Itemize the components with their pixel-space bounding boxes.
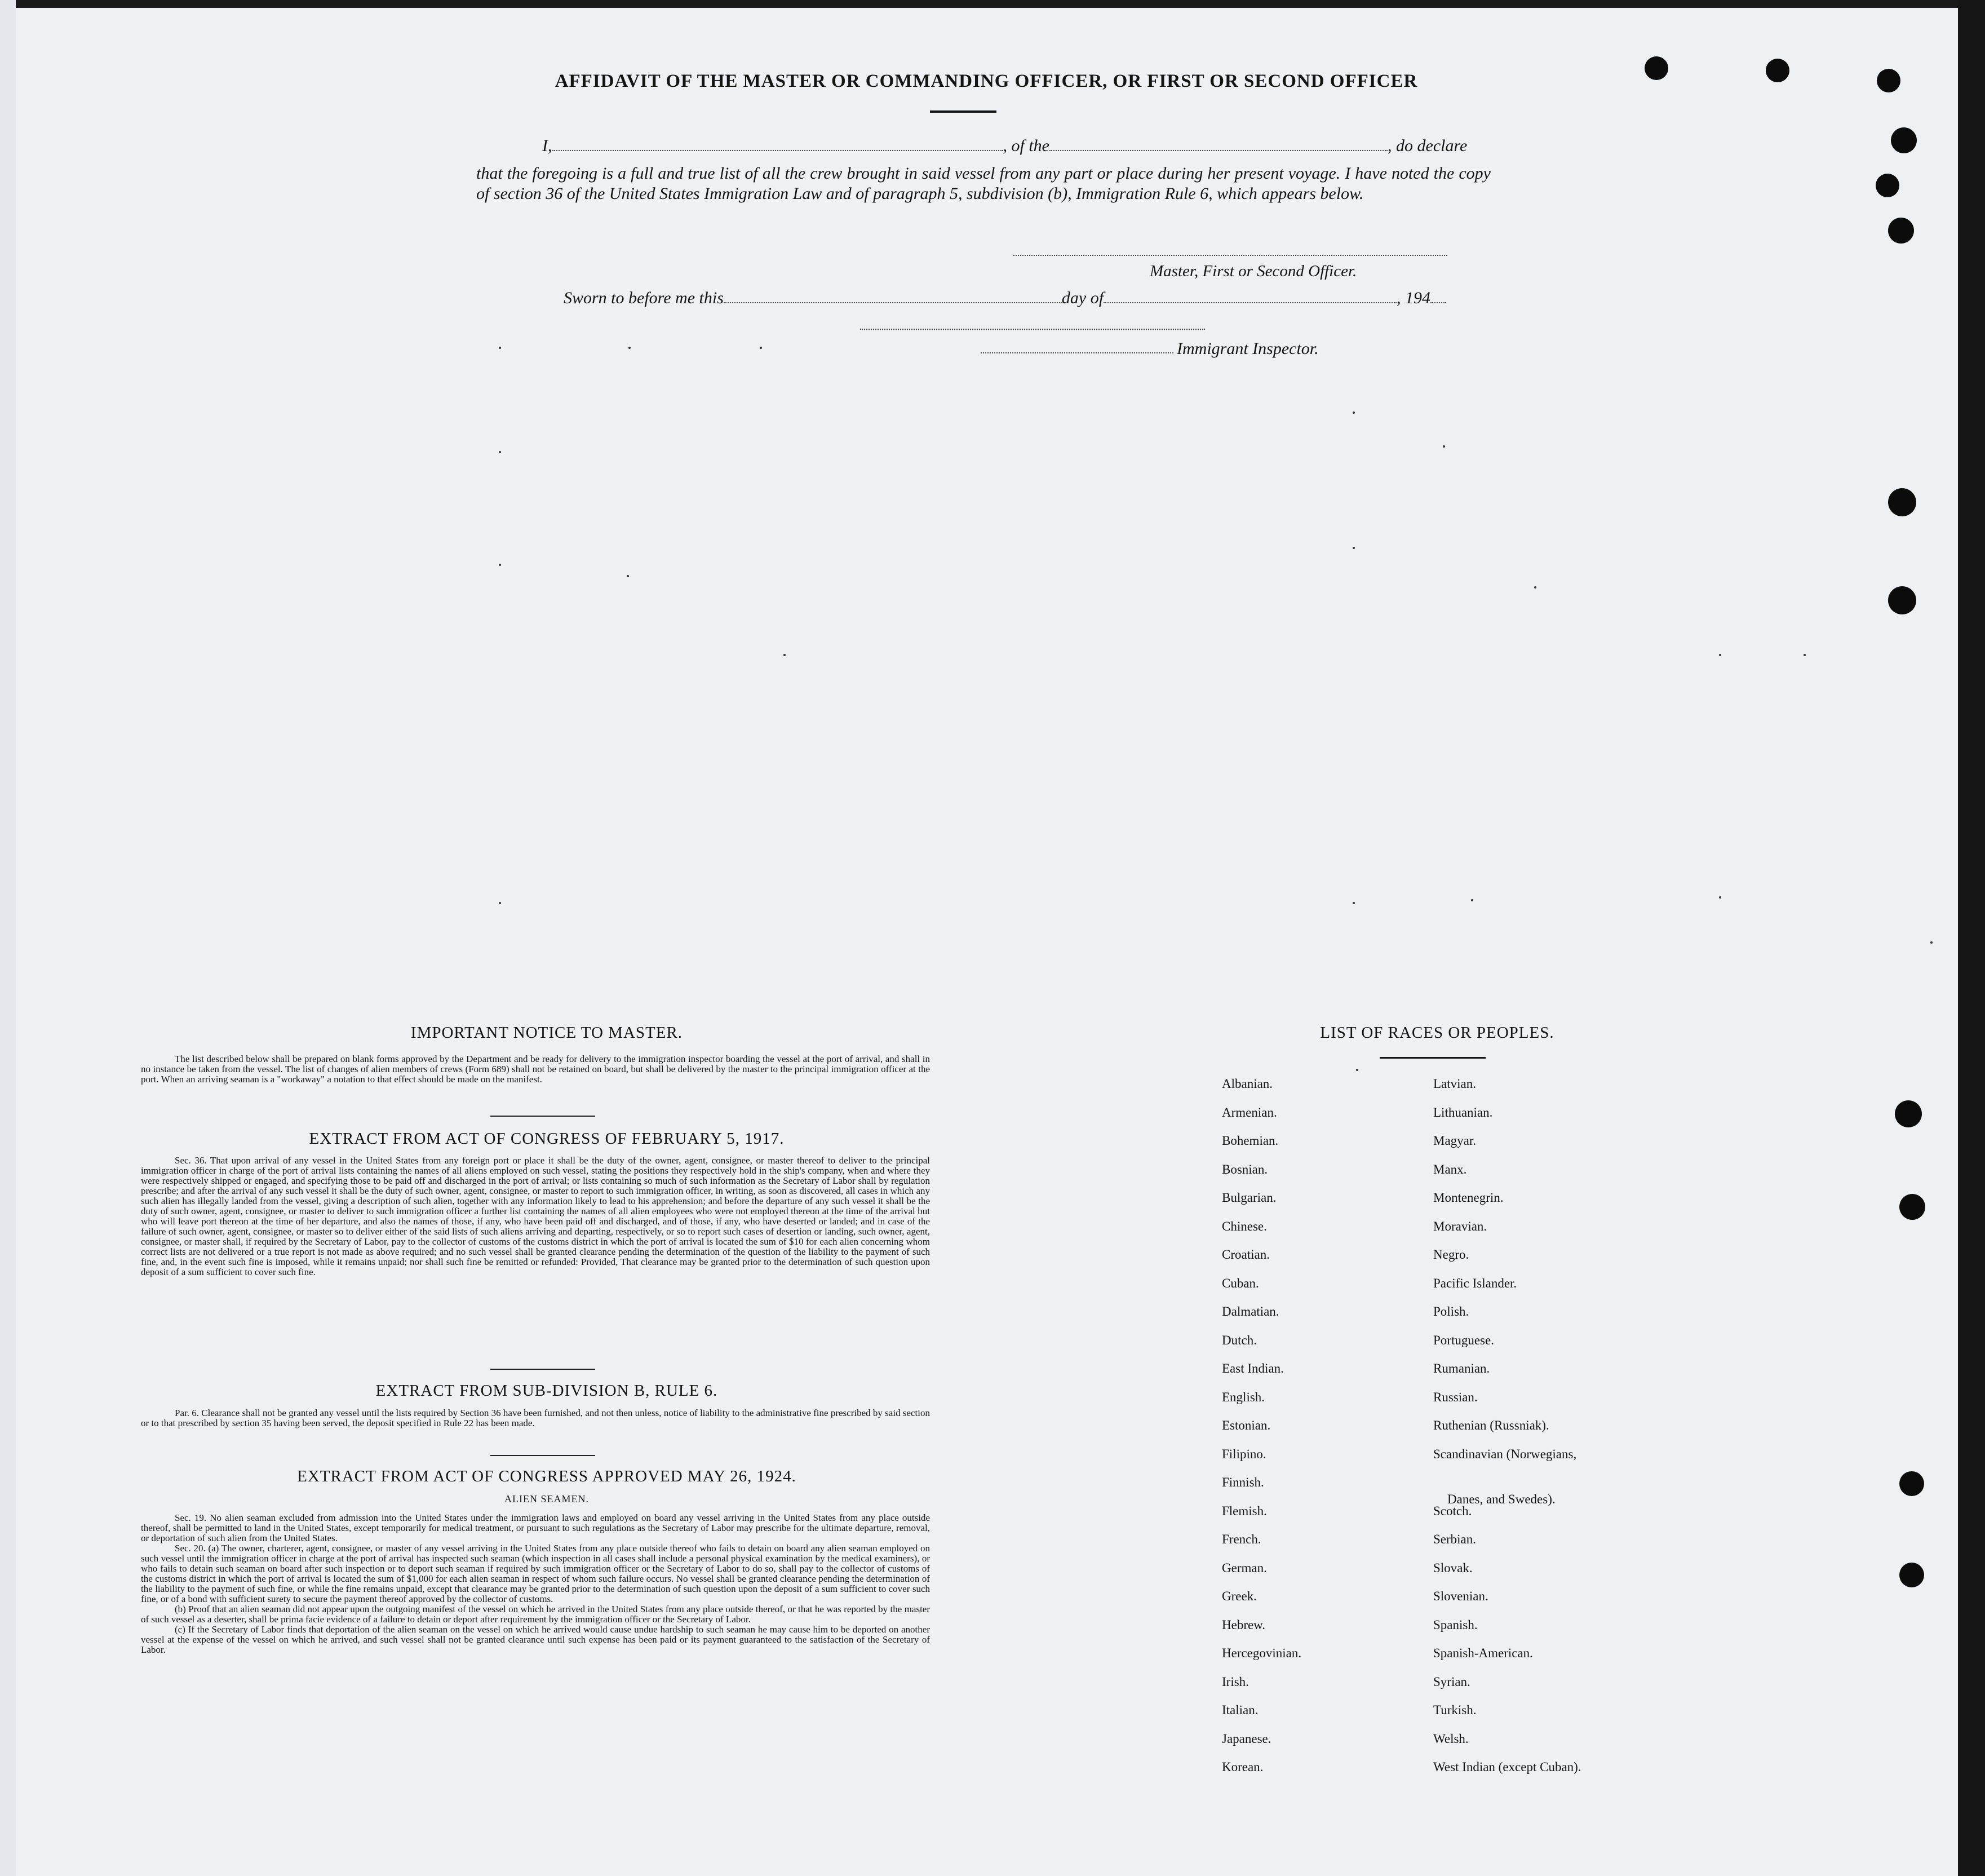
race-item: Finnish. [1222,1475,1264,1489]
day-blank [724,302,1062,303]
scan-speck [499,564,501,566]
rule-6-text [141,1408,930,1428]
notice-title: IMPORTANT NOTICE TO MASTER. [410,1024,683,1042]
race-item: Negro. [1433,1247,1469,1262]
punch-hole [1876,174,1899,197]
section-20b-paragraph: (b) Proof that an alien seaman did not appear upon the outgoing manifest of the vessel on which he arrived in the United States from any place outside thereof, or that he was reported by the master of such vessel as a deserter, shall be prima facie evidence of a failure to detain or deport after requirement by the immigration officer or the Secretary of Labor. [141,1604,930,1625]
race-item: Spanish-American. [1433,1646,1533,1660]
affidavit-paragraph: that the foregoing is a full and true list of all the crew brought in said vessel from any part or place during her present voyage. I have noted the copy of section 36 of the United States Immigration Law and of paragraph 5, subdivision (b), Immigration Rule 6, which appears below. [476,164,1491,203]
race-item: Latvian. [1433,1077,1476,1091]
title-rule [930,110,996,113]
divider [490,1116,595,1117]
year-blank [1430,302,1446,303]
scan-speck [1471,899,1473,901]
race-item: Lithuanian. [1433,1105,1493,1120]
race-item: Serbian. [1433,1532,1477,1546]
scan-speck [1353,547,1355,549]
scan-speck [1719,654,1721,656]
punch-hole [1888,488,1916,516]
race-item-continued: Danes, and Swedes). [1447,1492,1556,1506]
day-of-text: day of [1061,289,1104,307]
extract-1924-title: EXTRACT FROM ACT OF CONGRESS APPROVED MAY 26, 1924. [297,1467,796,1485]
of-the-text: , of the [1003,136,1049,155]
race-item: Bulgarian. [1222,1191,1277,1205]
scan-speck [1719,896,1721,899]
race-item: Cuban. [1222,1276,1259,1290]
race-item: German. [1222,1560,1267,1575]
alien-seamen-subtitle: ALIEN SEAMEN. [504,1493,589,1505]
section-36-paragraph: Sec. 36. That upon arrival of any vessel in the United States from any foreign port or place it shall be the duty of the owner, agent, consignee, or master thereof to deliver to the principal immigration officer in charge of the port of arrival lists containing the names of all aliens employed on such vessel, stating the positions they respectively hold in the ship's company, when and where they were respectively shipped or engaged, and specifying those to be paid off and discharged in the port of arrival; or lists containing so much of such information as the Secretary of Labor shall by regulation prescribe; and after the arrival of any such vessel it shall be the duty of such owner, agent, consignee, or master to report to such immigration officer, in writing, as soon as discovered, all cases in which any such alien has illegally landed from the vessel, giving a description of such alien, together with any information likely to lead to his apprehension; and before the departure of any such vessel it shall be the duty of such owner, agent, consignee, or master to deliver to such immigration officer a further list containing the names of all alien employees who were not employed thereon at the time of the arrival but who will leave port thereon at the time of her departure, and also the names of those, if any, who have been paid off and discharged, and of those, if any, who have deserted or landed; and in case of the failure of such owner, agent, consignee, or master so to deliver either of the said lists of such aliens arriving and departing, respectively, or so to report such cases of desertion or landing, such owner, agent, consignee, or master shall, if required by the Secretary of Labor, pay to the collector of customs of the customs district in which the port of arrival is located the sum of $10 for each alien concerning whom correct lists are not delivered or a true report is not made as above required; and no such vessel shall be granted clearance pending the determination of the question of the liability to the payment of such fine, and, in the event such fine is imposed, while it remains unpaid; nor shall such fine be remitted or refunded: Provided, That clearance may be granted prior to the determination of such question upon deposit of a sum sufficient to cover such fine. [141,1155,930,1277]
scan-left-edge [0,0,16,1876]
punch-hole [1766,59,1789,82]
race-item: Russian. [1433,1390,1478,1404]
race-item: Slovak. [1433,1560,1473,1575]
scan-speck [499,451,501,453]
declare-text: , do declare [1388,136,1468,155]
inspector-upper-line [860,329,1205,330]
punch-hole [1899,1194,1925,1220]
punch-hole [1891,127,1917,153]
race-item: Slovenian. [1433,1589,1488,1603]
signature-label: Master, First or Second Officer. [1150,262,1357,280]
scan-speck [499,347,501,349]
scan-top-edge [0,0,1985,8]
race-item: Manx. [1433,1162,1467,1176]
affidavit-title: AFFIDAVIT OF THE MASTER OR COMMANDING OFFICER, OR FIRST OR SECOND OFFICER [555,71,1418,91]
race-item: Portuguese. [1433,1333,1494,1347]
race-item: West Indian (except Cuban). [1433,1760,1581,1774]
notice-text [141,1054,930,1085]
divider [490,1455,595,1456]
race-item: Ruthenian (Russniak). [1433,1418,1549,1432]
punch-hole [1899,1563,1924,1587]
race-item: Korean. [1222,1760,1264,1774]
race-item: Dutch. [1222,1333,1257,1347]
section-19-paragraph: Sec. 19. No alien seaman excluded from admission into the United States under the immigration laws and employed on board any vessel arriving in the United States from any place outside thereof, shall be permitted to land in the United States, except temporarily for medical treatment, or pursuant to such regulations as the Secretary of Labor may prescribe for the ultimate departure, removal, or deportation of such alien from the United States. [141,1512,930,1543]
race-item: Armenian. [1222,1105,1277,1120]
scan-speck [1534,586,1536,589]
extract-1917-text [141,1156,930,1277]
race-item: Magyar. [1433,1134,1477,1148]
scan-speck [627,575,629,577]
race-item: Estonian. [1222,1418,1271,1432]
declarant-prefix: I, [542,136,552,155]
race-item: Dalmatian. [1222,1304,1279,1318]
scan-speck [1356,1069,1358,1071]
rule-6-title: EXTRACT FROM SUB-DIVISION B, RULE 6. [375,1382,718,1400]
scan-speck [760,347,762,349]
year-text: , 194 [1397,289,1431,307]
scan-speck [1353,412,1355,414]
race-item: Chinese. [1222,1219,1267,1233]
race-item: Italian. [1222,1703,1259,1717]
punch-hole [1899,1471,1924,1496]
race-item: French. [1222,1532,1261,1546]
race-item: Hebrew. [1222,1617,1266,1632]
race-item: Rumanian. [1433,1361,1490,1375]
declaration-line [542,136,1467,156]
section-20c-paragraph: (c) If the Secretary of Labor finds that deportation of the alien seaman on the vessel on which he arrived would cause undue hardship to such seaman he may cause him to be deported on another vessel at the expense of the vessel on which he arrived, and such vessel shall not be granted clearance until such expense has been paid or its payment guaranteed to the satisfaction of the Secretary of Labor. [141,1624,930,1655]
scan-speck [1353,902,1355,904]
inspector-signature-line [981,352,1173,353]
race-item: Flemish. [1222,1503,1267,1518]
race-item: Hercegovinian. [1222,1646,1302,1660]
section-20a-paragraph: Sec. 20. (a) The owner, charterer, agent, consignee, or master of any vessel arriving in the United States from any place outside thereof who fails to detain on board any alien seaman employed on such vessel until the immigration officer in charge at the port of arrival has inspected such seaman (which inspection in all cases shall include a personal physical examination by the medical examiners), or who fails to detain such seaman on board after such inspection or to deport such seaman if required by such immigration officer or the Secretary of Labor to do so, shall pay to the collector of customs of the customs district in which the port of arrival is located the sum of $1,000 for each alien seaman in respect of whom such failure occurs. No vessel shall be granted clearance pending the determination of the liability to the payment of such fine, or while the fine remains unpaid, except that clearance may be granted prior to the determination of such question upon the deposit of a sum sufficient to cover such fine, or of a bond with sufficient surety to secure the payment thereof approved by the collector of customs. [141,1543,930,1604]
rule-6-paragraph: Par. 6. Clearance shall not be granted any vessel until the lists required by Section 36 have been furnished, and not then unless, notice of liability to the administrative fine prescribed by said section or to that prescribed by section 35 having been served, the deposit specified in Rule 22 has been made. [141,1408,930,1428]
race-item: Moravian. [1433,1219,1487,1233]
punch-hole [1888,218,1914,244]
vessel-blank [1049,149,1388,151]
sworn-prefix: Sworn to before me this [564,289,724,307]
scan-right-edge [1958,0,1985,1876]
race-item: Croatian. [1222,1247,1270,1262]
race-item: Turkish. [1433,1703,1477,1717]
punch-hole [1645,56,1668,80]
name-blank [552,149,1003,151]
race-item: Japanese. [1222,1731,1271,1746]
scan-speck [1443,445,1445,448]
extract-1924-text [141,1513,930,1655]
races-title-rule [1380,1057,1486,1059]
scan-speck [1930,941,1933,944]
inspector-label: Immigrant Inspector. [1177,339,1319,358]
scan-speck [1804,654,1806,656]
race-item: Bosnian. [1222,1162,1268,1176]
race-item: Pacific Islander. [1433,1276,1517,1290]
race-item: Albanian. [1222,1077,1273,1091]
race-item: Polish. [1433,1304,1469,1318]
scan-speck [499,902,501,904]
divider [490,1369,595,1370]
race-item: Bohemian. [1222,1134,1279,1148]
race-item: Scandinavian (Norwegians, [1433,1446,1577,1461]
punch-hole [1888,586,1916,614]
race-item: Montenegrin. [1433,1191,1504,1205]
race-item: Welsh. [1433,1731,1469,1746]
race-item: East Indian. [1222,1361,1284,1375]
race-item: Spanish. [1433,1617,1478,1632]
scan-speck [783,654,786,656]
punch-hole [1895,1100,1922,1127]
races-title: LIST OF RACES OR PEOPLES. [1320,1024,1554,1042]
month-blank [1104,302,1397,303]
race-item: Filipino. [1222,1446,1266,1461]
signature-line [1013,255,1447,256]
scan-speck [628,347,631,349]
sworn-line [564,289,1446,308]
notice-paragraph: The list described below shall be prepared on blank forms approved by the Department and be ready for delivery to the immigration inspector boarding the vessel at the port of arrival, and shall in no instance be taken from the vessel. The list of changes of alien members of crews (Form 689) shall not be retained on board, but shall be delivered by the master to the principal immigration officer at the port. When an arriving seaman is a "workaway" a notation to that effect should be made on the manifest. [141,1054,930,1085]
race-item: Scotch. [1433,1503,1472,1518]
race-item: English. [1222,1390,1265,1404]
race-item: Syrian. [1433,1674,1470,1689]
punch-hole [1877,69,1900,92]
race-item: Irish. [1222,1674,1249,1689]
extract-1917-title: EXTRACT FROM ACT OF CONGRESS OF FEBRUARY 5, 1917. [309,1130,785,1148]
race-item: Greek. [1222,1589,1257,1603]
